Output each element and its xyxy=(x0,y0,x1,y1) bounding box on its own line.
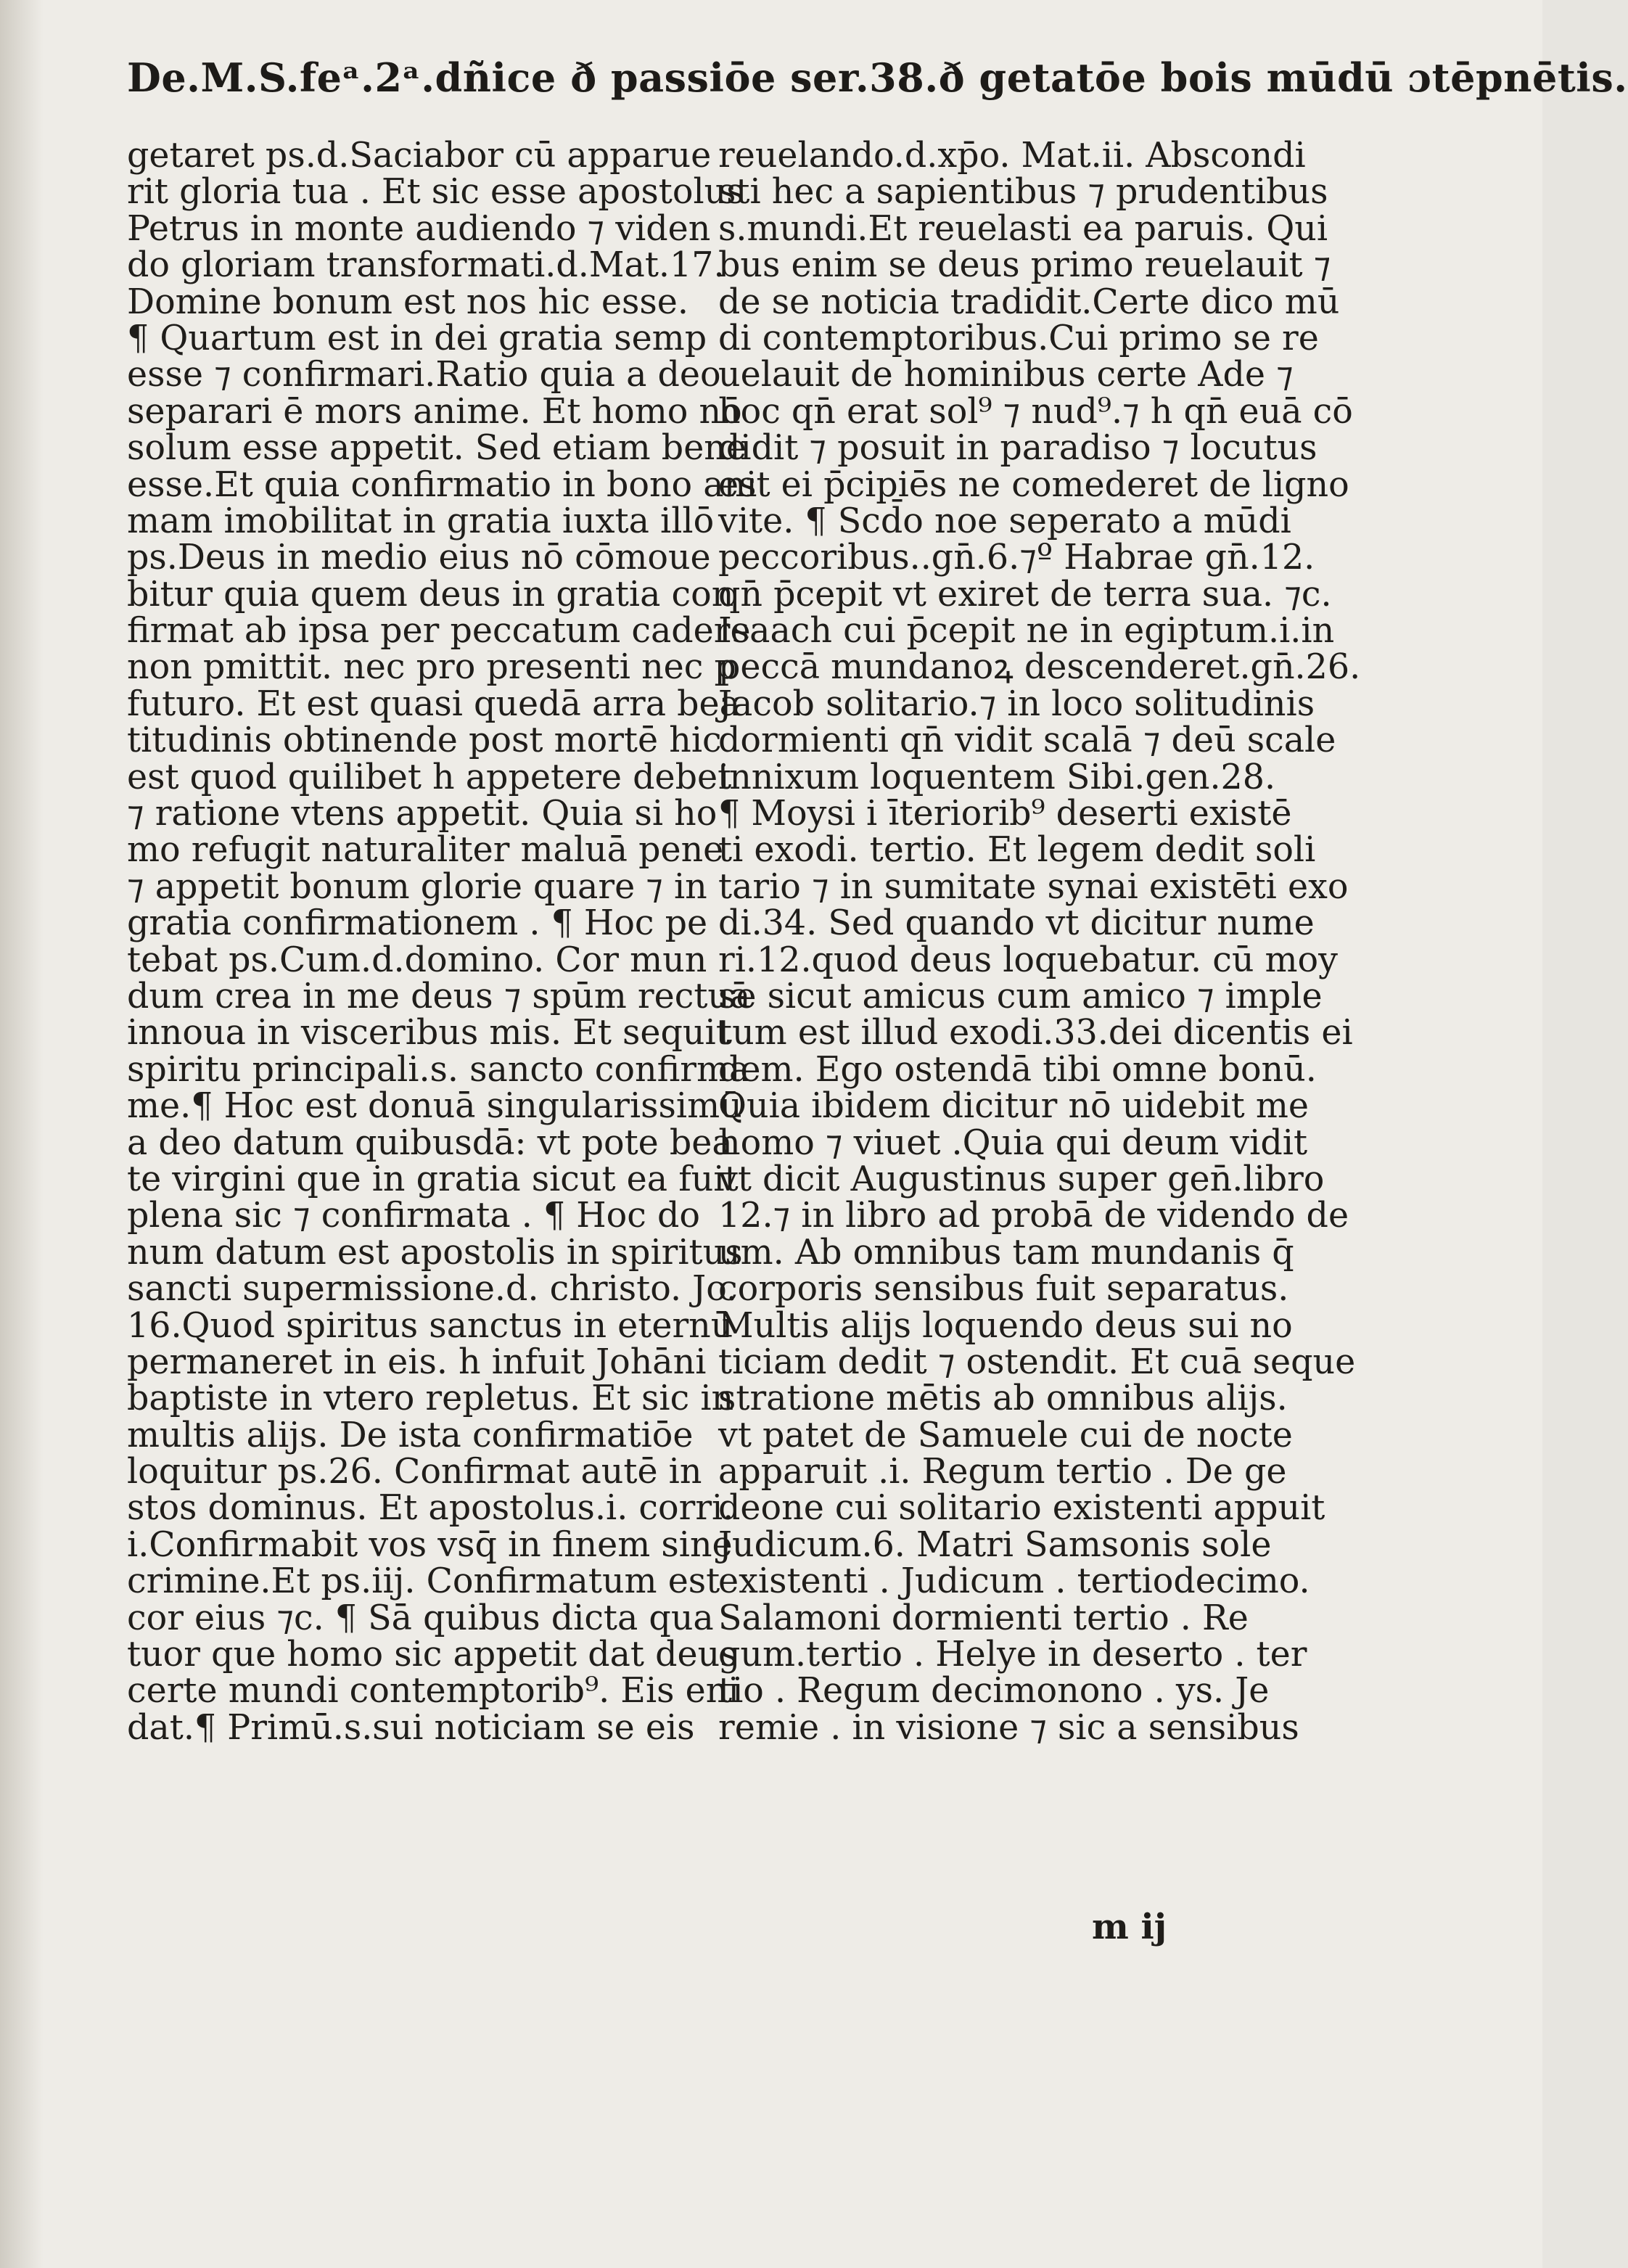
text-line: 12.⁊ in libro ad probā de videndo de xyxy=(718,1196,1349,1236)
text-line: stratione mētis ab omnibus alijs. xyxy=(718,1379,1288,1419)
text-line: dem. Ego ostendā tibi omne bonū. xyxy=(718,1049,1317,1090)
text-line: separari ē mors anime. Et homo nō xyxy=(127,391,742,432)
text-line: cor eius ⁊c. ¶ Sā quibus dicta qua xyxy=(127,1598,714,1638)
text-line: innixum loquentem Sibi.gen.28. xyxy=(718,757,1276,797)
text-line: dormienti qn̄ vidit scalā ⁊ deū scale xyxy=(718,720,1336,761)
text-line: ⁊ ratione vtens appetit. Quia si ho xyxy=(127,794,718,834)
text-line: didit ⁊ posuit in paradiso ⁊ locutus xyxy=(718,428,1317,469)
text-line: bus enim se deus primo reuelauit ⁊ xyxy=(718,245,1331,286)
text-line: ri.12.quod deus loquebatur. cū moy xyxy=(718,940,1338,980)
text-line: ticiam dedit ⁊ ostendit. Et cuā seque xyxy=(718,1342,1356,1382)
text-line: vt dicit Augustinus super gen̄.libro xyxy=(718,1159,1325,1199)
text-line: futuro. Et est quasi quedā arra bea xyxy=(127,683,740,724)
text-line: tebat ps.Cum.d.domino. Cor mun xyxy=(127,940,707,980)
text-line: est ei p̄cipiēs ne comederet de ligno xyxy=(718,464,1349,505)
text-line: se sicut amicus cum amico ⁊ imple xyxy=(718,976,1323,1016)
text-line: stos dominus. Et apostolus.i. corri. xyxy=(127,1488,734,1529)
text-line: di contemptoribus.Cui primo se re xyxy=(718,318,1319,358)
text-line: sti hec a sapientibus ⁊ prudentibus xyxy=(718,172,1328,213)
text-line: dat.¶ Primū.s.sui noticiam se eis xyxy=(127,1707,695,1748)
text-line: baptiste in vtero repletus. Et sic in xyxy=(127,1379,734,1419)
right-column xyxy=(718,136,1361,1748)
signature-mark: m ij xyxy=(1092,1907,1167,1947)
text-line: gratia confirmationem . ¶ Hoc pe xyxy=(127,903,708,944)
text-line: qn̄ p̄cepit vt exiret de terra sua. ⁊c. xyxy=(718,574,1332,615)
text-line: multis alijs. De ista confirmatiōe xyxy=(127,1415,694,1455)
text-line: deone cui solitario existenti appuit xyxy=(718,1488,1325,1529)
text-line: Domine bonum est nos hic esse. xyxy=(127,282,688,322)
text-line: Multis alijs loquendo deus sui no xyxy=(718,1305,1293,1346)
text-line: num datum est apostolis in spiritus xyxy=(127,1232,743,1273)
text-line: di.34. Sed quando vt dicitur nume xyxy=(718,903,1315,944)
text-line: non pmittit. nec pro presenti nec p xyxy=(127,647,736,688)
text-line: rit gloria tua . Et sic esse apostolus xyxy=(127,172,744,213)
text-line: Quia ibidem dicitur nō uidebit me xyxy=(718,1086,1309,1127)
text-line: reuelando.d.xp̄o. Mat.ii. Abscondi xyxy=(718,136,1306,176)
text-line: ti exodi. tertio. Et legem dedit soli xyxy=(718,830,1316,871)
text-line: ¶ Moysi i īteriorib⁹ deserti existē xyxy=(718,794,1292,834)
text-line: solum esse appetit. Sed etiam bene xyxy=(127,428,747,469)
text-line: hoc qn̄ erat sol⁹ ⁊ nud⁹.⁊ h qn̄ euā cō xyxy=(718,391,1353,432)
text-line: loquitur ps.26. Confirmat autē in xyxy=(127,1452,702,1492)
text-line: vite. ¶ Scd̄o noe seperato a mūdi xyxy=(718,501,1291,541)
text-line: bitur quia quem deus in gratia con xyxy=(127,574,734,615)
text-line: do gloriam transformati.d.Mat.17. xyxy=(127,245,725,286)
text-line: 16.Quod spiritus sanctus in eternū xyxy=(127,1305,733,1346)
text-line: Petrus in monte audiendo ⁊ viden xyxy=(127,208,711,249)
text-line: tuor que homo sic appetit dat deus xyxy=(127,1635,738,1675)
text-line: firmat ab ipsa per peccatum cadere xyxy=(127,611,751,652)
text-line: me.¶ Hoc est donuā singularissimū xyxy=(127,1086,742,1127)
text-line: apparuit .i. Regum tertio . De ge xyxy=(718,1452,1287,1492)
text-line: vt patet de Samuele cui de nocte xyxy=(718,1415,1293,1455)
text-line: Judicum.6. Matri Samsonis sole xyxy=(718,1524,1272,1565)
text-line: te virgini que in gratia sicut ea fuit xyxy=(127,1159,739,1199)
text-line: plena sic ⁊ confirmata . ¶ Hoc do xyxy=(127,1196,700,1236)
text-line: est quod quilibet h appetere debet xyxy=(127,757,732,797)
binding-shadow xyxy=(0,0,44,2268)
text-line: certe mundi contemptorib⁹. Eis eni xyxy=(127,1671,739,1712)
text-line: crimine.Et ps.iij. Confirmatum est xyxy=(127,1561,720,1602)
text-line: esse.Et quia confirmatio in bono ani xyxy=(127,464,757,505)
text-line: dum crea in me deus ⁊ spūm rectuā xyxy=(127,976,751,1016)
text-line: spiritu principali.s. sancto confirma xyxy=(127,1049,750,1090)
text-line: tio . Regum decimonono . ys. Je xyxy=(718,1671,1270,1712)
text-line: peccā mundanoꝝ descenderet.gn̄.26. xyxy=(718,647,1361,688)
text-line: ¶ Quartum est in dei gratia semp xyxy=(127,318,707,358)
text-line: corporis sensibus fuit separatus. xyxy=(718,1269,1289,1310)
text-line: a deo datum quibusdā: vt pote bea xyxy=(127,1122,733,1163)
text-line: ps.Deus in medio eius nō cōmoue xyxy=(127,538,711,578)
text-line: permaneret in eis. h infuit Johāni xyxy=(127,1342,707,1382)
text-line: tario ⁊ in sumitate synai existēti exo xyxy=(718,866,1349,907)
left-column xyxy=(127,136,757,1748)
text-line: mam imobilitat in gratia iuxta illō xyxy=(127,501,715,541)
text-line: Isaach cui p̄cepit ne in egiptum.i.in xyxy=(718,611,1335,652)
text-line: innoua in visceribus mis. Et sequit xyxy=(127,1013,730,1053)
text-line: uelauit de hominibus certe Ade ⁊ xyxy=(718,355,1294,395)
text-line: existenti . Judicum . tertiodecimo. xyxy=(718,1561,1310,1602)
text-line: ⁊ appetit bonum glorie quare ⁊ in xyxy=(127,866,707,907)
text-line: s.mundi.Et reuelasti ea paruis. Qui xyxy=(718,208,1328,249)
text-line: esse ⁊ confirmari.Ratio quia a deo xyxy=(127,355,721,395)
text-line: homo ⁊ viuet .Quia qui deum vidit xyxy=(718,1122,1308,1163)
text-line: mo refugit naturaliter maluā pene xyxy=(127,830,724,871)
running-head: De.M.S.feᵃ.2ᵃ.dñice ð passiōe ser.38.ð getatōe bois mūdū ɔtēpnētis. xyxy=(127,54,1628,101)
text-line: Salamoni dormienti tertio . Re xyxy=(718,1598,1249,1638)
text-line: Jacob solitario.⁊ in loco solitudinis xyxy=(718,683,1315,724)
text-line: de se noticia tradidit.Certe dico mū xyxy=(718,282,1340,322)
text-line: tum est illud exodi.33.dei dicentis ei xyxy=(718,1013,1353,1053)
text-line: sancti supermissione.d. christo. Jo. xyxy=(127,1269,738,1310)
text-line: gum.tertio . Helye in deserto . ter xyxy=(718,1635,1307,1675)
text-line: remie . in visione ⁊ sic a sensibus xyxy=(718,1707,1299,1748)
text-line: peccoribus..gn̄.6.⁊º Habrae gn̄.12. xyxy=(718,538,1315,578)
text-line: getaret ps.d.Saciabor cū apparue xyxy=(127,136,712,176)
text-line: titudinis obtinende post mortē hic xyxy=(127,720,722,761)
text-line: i.Confirmabit vos vsq̄ in finem sine xyxy=(127,1524,733,1565)
text-line: um. Ab omnibus tam mundanis q̄ xyxy=(718,1232,1294,1273)
